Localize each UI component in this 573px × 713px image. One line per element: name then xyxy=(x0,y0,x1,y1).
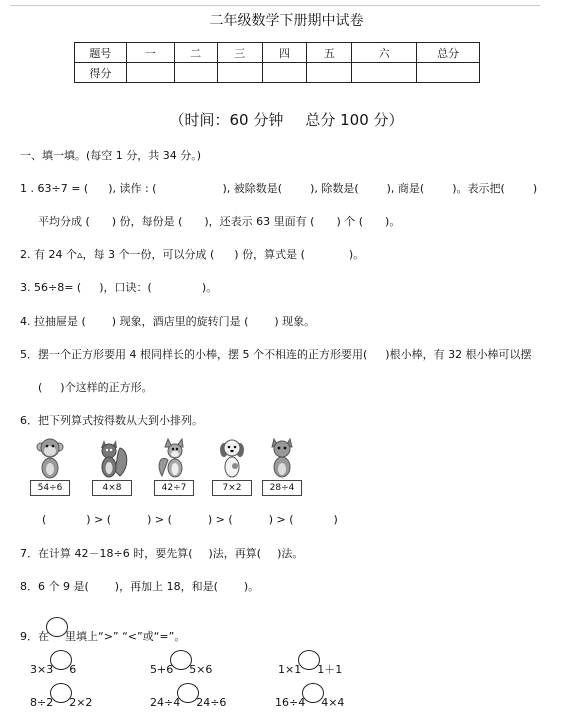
section-heading: 一、填一填。(每空 1 分，共 34 分。) xyxy=(20,149,202,162)
question-8 xyxy=(20,578,259,594)
expression-card: 7×2 xyxy=(212,480,252,496)
expr-left: 8÷2 xyxy=(30,696,54,709)
question-5-line-1 xyxy=(20,346,532,362)
text: ) 份，每份是 ( xyxy=(111,215,183,228)
comparison-item xyxy=(150,650,212,676)
expression-card: 54÷6 xyxy=(30,480,70,496)
expr-right: 6 xyxy=(69,663,77,676)
question-2 xyxy=(20,246,364,262)
score-cell[interactable] xyxy=(174,63,217,83)
expression-card: 28÷4 xyxy=(262,480,302,496)
dog-icon xyxy=(216,436,248,480)
expr-left: 5+6 xyxy=(150,663,174,676)
question-1-line-2 xyxy=(38,213,400,229)
fox-icon xyxy=(158,436,190,480)
text: )。表示把( xyxy=(452,182,505,195)
score-header-cell: 六 xyxy=(352,43,417,63)
score-header-cell: 总分 xyxy=(417,43,480,63)
text: 9．在 xyxy=(20,630,49,643)
text: ) 现象。 xyxy=(274,315,316,328)
time-info xyxy=(0,109,573,130)
text: )，口诀：( xyxy=(99,281,152,294)
score-header-cell: 题号 xyxy=(75,43,127,63)
text: )。 xyxy=(243,580,260,593)
question-3 xyxy=(20,279,217,295)
score-row-label: 得分 xyxy=(75,63,127,83)
text: ) > ( xyxy=(268,513,294,526)
animal-card xyxy=(92,436,132,500)
score-header-cell: 五 xyxy=(307,43,352,63)
animal-cards xyxy=(30,436,310,500)
text: 7．在计算 42－18÷6 时，要先算( xyxy=(20,547,193,560)
expr-right: 5×6 xyxy=(189,663,213,676)
text: )。 xyxy=(348,248,365,261)
text: )根小棒，有 32 根小棒可以摆 xyxy=(385,348,532,361)
text: 4. 拉抽屉是 ( xyxy=(20,315,86,328)
total-score: 总分 100 分） xyxy=(305,111,404,129)
expr-right: 2×2 xyxy=(69,696,93,709)
text: ) > ( xyxy=(86,513,112,526)
expr-right: 4×4 xyxy=(321,696,345,709)
text: )个这样的正方形。 xyxy=(60,381,153,394)
score-cell[interactable] xyxy=(262,63,307,83)
score-header-cell: 二 xyxy=(174,43,217,63)
squirrel-icon xyxy=(96,436,128,480)
animal-card xyxy=(154,436,194,500)
comparison-item xyxy=(278,650,342,677)
text: ) xyxy=(333,513,338,526)
time-limit: （时间：60 分钟 xyxy=(169,111,284,129)
score-header-cell: 三 xyxy=(217,43,262,63)
text: )。 xyxy=(201,281,218,294)
expr-right: 1＋1 xyxy=(317,663,343,676)
score-cell[interactable] xyxy=(307,63,352,83)
expr-left: 1×1 xyxy=(278,663,302,676)
score-cell[interactable] xyxy=(417,63,480,83)
expr-left: 16÷4 xyxy=(275,696,306,709)
text: 5．摆一个正方形要用 4 根同样长的小棒，摆 5 个不相连的正方形要用( xyxy=(20,348,368,361)
question-1-line-1 xyxy=(20,180,537,196)
question-4 xyxy=(20,313,315,329)
score-table-score-row xyxy=(75,63,480,83)
text: )。 xyxy=(385,215,401,228)
animal-card xyxy=(30,436,70,500)
text: )，还表示 63 里面有 ( xyxy=(204,215,315,228)
animal-card xyxy=(262,436,302,500)
text: ) 份，算式是 ( xyxy=(234,248,305,261)
text: ) xyxy=(532,182,538,195)
text: )法，再算( xyxy=(208,547,262,560)
score-cell[interactable] xyxy=(217,63,262,83)
expression-card: 4×8 xyxy=(92,480,132,496)
text: ( xyxy=(42,513,47,526)
text: ) > ( xyxy=(207,513,233,526)
score-cell[interactable] xyxy=(352,63,417,83)
text: ), 商是( xyxy=(386,182,425,195)
text: 1 . 63÷7 = ( xyxy=(20,182,89,195)
monkey-icon xyxy=(34,436,66,480)
page-title: 二年级数学下册期中试卷 xyxy=(209,13,364,29)
text: 3. 56÷8= ( xyxy=(20,281,82,294)
text: 8．6 个 9 是( xyxy=(20,580,89,593)
comparison-item xyxy=(150,683,226,709)
cat-icon xyxy=(266,436,298,480)
text: 平均分成 ( xyxy=(38,215,90,228)
comparison-item xyxy=(30,683,92,709)
score-header-cell: 一 xyxy=(126,43,174,63)
comparison-item xyxy=(275,683,344,709)
text: ), 被除数是( xyxy=(222,182,283,195)
score-table xyxy=(74,42,480,83)
ordering-answer xyxy=(42,513,338,526)
animal-card xyxy=(212,436,252,500)
text: ) 个 ( xyxy=(336,215,364,228)
text: ), 除数是( xyxy=(310,182,359,195)
text: ) 现象，酒店里的旋转门是 ( xyxy=(111,315,249,328)
question-7 xyxy=(20,545,303,561)
expression-card: 42÷7 xyxy=(154,480,194,496)
text: )法。 xyxy=(277,547,304,560)
text: 里填上“>” “<”或“=”。 xyxy=(65,630,186,643)
text: ( xyxy=(38,381,43,394)
expr-right: 24÷6 xyxy=(196,696,227,709)
expr-left: 24÷4 xyxy=(150,696,181,709)
score-cell[interactable] xyxy=(126,63,174,83)
text: )，再加上 18，和是( xyxy=(114,580,218,593)
text: ) > ( xyxy=(147,513,172,526)
text: 2. 有 24 个▵，每 3 个一份，可以分成 ( xyxy=(20,248,215,261)
score-header-cell: 四 xyxy=(262,43,307,63)
question-6: 6．把下列算式按得数从大到小排列。 xyxy=(20,414,203,427)
comparison-item xyxy=(30,650,76,676)
score-table-header-row xyxy=(75,43,480,63)
text: ), 读作 : ( xyxy=(108,182,157,195)
header-rule xyxy=(10,5,540,6)
expr-left: 3×3 xyxy=(30,663,54,676)
question-5-line-2 xyxy=(38,379,153,395)
question-9 xyxy=(20,617,185,644)
